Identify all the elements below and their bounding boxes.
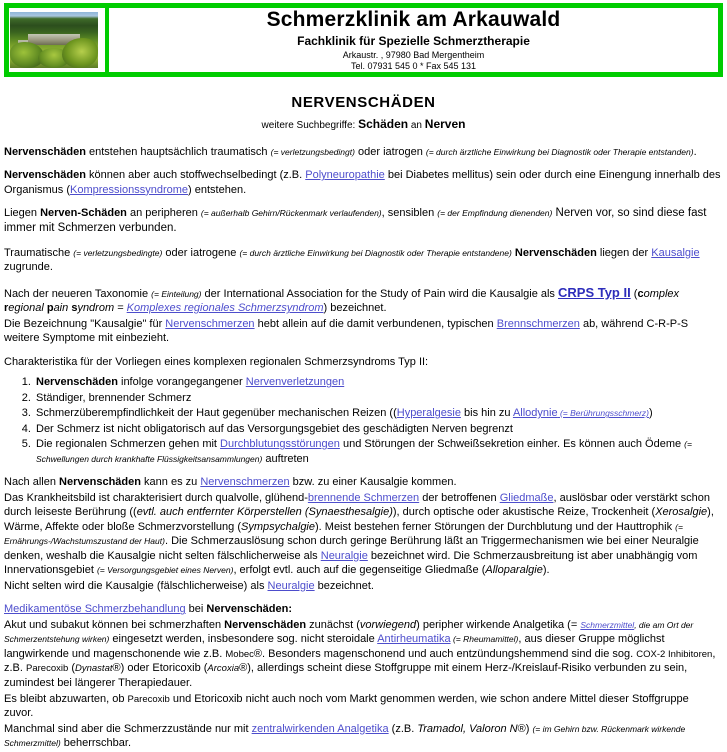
paragraph-kausalgie-misnamed bbox=[4, 579, 721, 594]
text: Nach der neueren Taxonomie bbox=[4, 287, 152, 300]
link-schmerzmittel[interactable]: Schmerzmittel bbox=[580, 619, 635, 630]
link-medikamentoese-schmerzbehandlung[interactable]: Medikamentöse Schmerzbehandlung bbox=[4, 603, 186, 616]
clinic-address: Arkaustr. , 97980 Bad Mergentheim bbox=[342, 49, 485, 60]
text: Nicht selten wird die Kausalgie (fälschlicherweise) als bbox=[4, 579, 268, 592]
paragraph-kausalgie-cause bbox=[4, 246, 721, 275]
list-item bbox=[34, 437, 721, 466]
acronym-letter-c: c bbox=[637, 287, 644, 300]
link-brennende-schmerzen[interactable]: brennende Schmerzen bbox=[307, 491, 420, 504]
link-kompressionssyndrome[interactable]: Kompressionssyndrome bbox=[70, 183, 189, 196]
text: oder iatrogene bbox=[162, 246, 240, 259]
link-nervenschmerzen[interactable]: Nervenschmerzen bbox=[200, 476, 290, 489]
text: an peripheren bbox=[126, 207, 201, 220]
term-vorwiegend: vorwiegend bbox=[359, 618, 417, 631]
subtitle-keyword-1: Schäden bbox=[358, 116, 409, 131]
gloss: (= der Empfindung dienenden) bbox=[437, 208, 553, 219]
text: und Etoricoxib nicht auch noch vom Markt genommen werden, wie schon andere Mittel dieser Stoffgruppe zuvor. bbox=[4, 692, 689, 720]
text: ) bezeichnet. bbox=[323, 302, 387, 315]
text: und Störungen der Schweißsekretion einher. Es können auch Ödeme bbox=[339, 438, 685, 451]
text: oder iatrogen bbox=[354, 145, 426, 158]
text: ), durch optische oder akustische Reize, Trockenheit ( bbox=[392, 506, 656, 519]
text: Der Schmerz ist nicht obligatorisch auf das Versorgungsgebiet des geschädigten Nerven begrenzt bbox=[36, 422, 513, 435]
term-nervenschaeden: Nervenschäden bbox=[36, 376, 118, 389]
text: ). bbox=[542, 564, 550, 577]
article-body bbox=[0, 145, 727, 751]
text: der betroffenen bbox=[419, 491, 500, 504]
text: infolge vorangegangener bbox=[117, 376, 246, 389]
list-item bbox=[34, 391, 721, 406]
term-nervenschaeden: Nervenschäden bbox=[4, 145, 86, 158]
gloss: (= durch ärztliche Einwirkung bei Diagnostik oder Therapie entstanden) bbox=[425, 146, 694, 157]
header-text-cell bbox=[107, 6, 720, 74]
text: egional bbox=[8, 302, 47, 315]
text: ( bbox=[630, 287, 638, 300]
paragraph-market-withdrawal bbox=[4, 692, 721, 721]
link-durchblutungsstoerungen[interactable]: Durchblutungsstörungen bbox=[220, 438, 340, 451]
text: ) bbox=[649, 407, 653, 420]
text: Das Krankheitsbild ist charakterisiert durch qualvolle, glühend- bbox=[4, 491, 308, 504]
text: zugrunde. bbox=[4, 261, 53, 274]
term-xerosalgie: Xerosalgie bbox=[655, 506, 708, 519]
gloss: , die am Ort der Schmerzentstehung wirken) bbox=[4, 619, 694, 645]
gloss: (= Versorgungsgebiet eines Nerven) bbox=[96, 565, 234, 576]
text: , erfolgt evtl. auch auf die gegenseitige Gliedmaße ( bbox=[233, 564, 486, 577]
text: bis hin zu bbox=[460, 407, 513, 420]
text: Traumatische bbox=[4, 246, 74, 259]
header-photo-cell bbox=[7, 6, 107, 74]
paragraph-after-all-nerve-damage bbox=[4, 475, 721, 490]
text: ) entstehen. bbox=[188, 183, 247, 196]
drug-class-cox2: COX-2 Inhibitoren bbox=[636, 648, 713, 660]
page-title: NERVENSCHÄDEN bbox=[291, 94, 436, 112]
text: ain bbox=[53, 302, 72, 315]
drug-tramadol-valoron: Tramadol, Valoron N bbox=[417, 722, 518, 735]
charakteristika-intro: Charakteristika für der Vorliegen eines komplexen regionalen Schmerzsyndroms Typ II: bbox=[4, 355, 429, 368]
clinic-subtitle: Fachklinik für Spezielle Schmerztherapie bbox=[297, 34, 530, 49]
text: ®) bbox=[517, 722, 533, 735]
text: ). Meist bestehen ferner Störungen der Durchblutung und der Hauttrophik bbox=[315, 520, 676, 533]
paragraph-analgesics bbox=[4, 618, 721, 691]
link-allodynie[interactable]: Allodynie bbox=[512, 407, 558, 420]
text: zunächst ( bbox=[306, 618, 360, 631]
term-sympsychalgie: Sympsychalgie bbox=[241, 520, 315, 533]
link-polyneuropathie[interactable]: Polyneuropathie bbox=[305, 169, 385, 182]
text: Nach allen bbox=[4, 476, 60, 489]
text: Die Bezeichnung "Kausalgie" für bbox=[4, 317, 166, 330]
gloss: (= Rheumamittel) bbox=[450, 634, 519, 645]
term-alloparalgie: Alloparalgie bbox=[485, 564, 543, 577]
gloss: (= Ernährungs-/Wachstumszustand der Haut) bbox=[4, 521, 683, 547]
text: Nerven vor, so sind diese fast immer mit Schmerzen verbunden. bbox=[4, 207, 707, 235]
text: ab, während C-R-P-S weitere Symptome mit einbezieht. bbox=[4, 317, 689, 345]
page-subtitle bbox=[0, 117, 727, 133]
text: Ständiger, brennender Schmerz bbox=[36, 391, 192, 404]
text: eingesetzt werden, insbesondere sog. nicht steroidale bbox=[109, 633, 378, 646]
paragraph-medication-heading bbox=[4, 602, 721, 617]
text: Manchmal sind aber die Schmerzzustände nur mit bbox=[4, 722, 252, 735]
link-hyperalgesie[interactable]: Hyperalgesie bbox=[396, 407, 461, 420]
link-zentralwirkende-analgetika[interactable]: zentralwirkenden Analgetika bbox=[251, 722, 389, 735]
paragraph-peripheral-nerves bbox=[4, 206, 721, 236]
term-nervenschaeden: Nervenschäden bbox=[4, 169, 86, 182]
text: , auslösbar oder verstärkt schon durch leiseste Berührung (( bbox=[4, 491, 711, 519]
paragraph-kausalgie-definition bbox=[4, 317, 721, 346]
link-nervenschmerzen[interactable]: Nervenschmerzen bbox=[165, 317, 255, 330]
drug-parecoxib: Parecoxib bbox=[127, 693, 170, 705]
paragraph-central-analgesics bbox=[4, 722, 721, 751]
link-kausalgie[interactable]: Kausalgie bbox=[651, 246, 700, 259]
text: kann es zu bbox=[140, 476, 201, 489]
paragraph-metabolic-compression bbox=[4, 168, 721, 197]
term-nervenschaeden: Nervenschäden bbox=[59, 476, 141, 489]
text: bezeichnet. bbox=[314, 579, 374, 592]
text: (z.B. bbox=[388, 722, 418, 735]
gloss: (= durch ärztliche Einwirkung bei Diagnostik oder Therapie entstandene) bbox=[239, 247, 512, 258]
gloss: (= verletzungsbedingte) bbox=[73, 247, 163, 258]
term-nerven-schaeden: Nerven-Schäden bbox=[40, 207, 127, 220]
text: können aber auch stoffwechselbedingt (z.B. bbox=[85, 169, 306, 182]
text: Die regionalen Schmerzen gehen mit bbox=[36, 438, 221, 451]
charakteristika-list bbox=[4, 375, 721, 466]
link-neuralgie[interactable]: Neuralgie bbox=[267, 579, 315, 592]
link-nervenverletzungen[interactable]: Nervenverletzungen bbox=[245, 376, 345, 389]
text: liegen der bbox=[596, 246, 652, 259]
acronym-letter-s: s bbox=[71, 302, 78, 315]
link-komplexes-regionales-schmerzsyndrom[interactable]: Komplexes regionales Schmerzsyndrom bbox=[126, 302, 324, 315]
text: : bbox=[288, 603, 293, 616]
text: hebt allein auf die damit verbundenen, typischen bbox=[254, 317, 497, 330]
link-crps-typ-2[interactable]: CRPS Typ II bbox=[558, 284, 631, 300]
term-synaesthesalgie: evtl. auch entfernter Körperstellen (Synaesthesalgie) bbox=[136, 506, 393, 519]
text: bzw. zu einer Kausalgie kommen. bbox=[289, 476, 457, 489]
page-container bbox=[0, 3, 727, 751]
term-nervenschaeden: Nervenschäden bbox=[224, 618, 307, 631]
text: Es bleibt abzuwarten, ob bbox=[4, 692, 128, 705]
link-neuralgie[interactable]: Neuralgie bbox=[320, 549, 368, 562]
drug-dynastat: Dynastat bbox=[75, 663, 113, 675]
text: , aus dieser Gruppe möglichst langwirkende und magenschonende wie z.B. bbox=[4, 633, 665, 660]
text: ), Wärme, Affekte oder bloße Schmerzvorstellung ( bbox=[4, 506, 714, 533]
drug-arcoxia: Arcoxia bbox=[207, 663, 240, 675]
clinic-telephone: Tel. 07931 545 0 * Fax 545 131 bbox=[350, 60, 477, 71]
text: ) peripher wirkende Analgetika (= bbox=[416, 618, 581, 631]
subtitle-prefix: weitere Suchbegriffe: bbox=[261, 119, 356, 131]
text: bei bbox=[185, 603, 207, 616]
text: . Die Schmerzauslösung schon durch geringe Berührung läßt an Triggermechanismen wie bei einer Neuralgie denken, weshalb die Kausalgie nicht selten fälschlicherweise als bbox=[4, 535, 699, 562]
text: , z.B. bbox=[4, 647, 716, 675]
link-antirheumatika[interactable]: Antirheumatika bbox=[377, 633, 451, 646]
term-nervenschaeden: Nervenschäden bbox=[514, 246, 597, 259]
link-beruehrungsschmerz[interactable]: (= Berührungsschmerz) bbox=[557, 408, 649, 419]
text: ®), allerdings scheint diese Stoffgruppe mit einem Herz-/Kreislauf-Risiko verbunden zu sein, zumindest bei längerer Therapiedauer. bbox=[4, 662, 688, 689]
site-header bbox=[4, 3, 723, 77]
text: bei Diabetes mellitus) sein oder durch eine Einengung innerhalb des Organismus ( bbox=[4, 169, 721, 196]
list-item bbox=[34, 406, 721, 421]
gloss: (= außerhalb Gehirn/Rückenmark verlaufenden) bbox=[200, 208, 382, 219]
text: entstehen hauptsächlich traumatisch bbox=[85, 145, 271, 158]
gloss: (= Schwellungen durch krankhafte Flüssigkeitsansammlungen) bbox=[36, 439, 692, 464]
paragraph-clinical-picture bbox=[4, 491, 721, 578]
link-gliedmasse[interactable]: Gliedmaße bbox=[499, 491, 554, 504]
gloss: (= Einteilung) bbox=[151, 288, 202, 299]
gloss: (= im Gehirn bzw. Rückenmark wirkende Schmerzmittel) bbox=[4, 723, 686, 749]
list-item bbox=[34, 422, 721, 437]
text: beherrschbar. bbox=[60, 737, 132, 750]
text: der International Association for the Study of Pain wird die Kausalgie als bbox=[201, 287, 558, 300]
acronym-letter-p: p bbox=[46, 302, 54, 315]
text: bezeichnet wird. Die Schmerzausbreitung ist aber unabhängig vom Innervationsgebiet bbox=[4, 549, 698, 577]
paragraph-traumatic-iatrogenic bbox=[4, 145, 721, 160]
text: , sensiblen bbox=[381, 207, 438, 220]
text: omplex bbox=[643, 287, 680, 300]
acronym-letter-r: r bbox=[4, 302, 9, 315]
subtitle-keyword-2: Nerven bbox=[424, 116, 466, 131]
text: auftreten bbox=[262, 452, 309, 465]
list-item bbox=[34, 375, 721, 390]
text: Akut und subakut können bei schmerzhaften bbox=[4, 618, 225, 631]
drug-parecoxib: Parecoxib bbox=[26, 663, 69, 675]
text: yndrom = bbox=[77, 302, 127, 315]
gloss: (= verletzungsbedingt) bbox=[270, 146, 355, 157]
clinic-name: Schmerzklinik am Arkauwald bbox=[266, 8, 561, 31]
text: ®. Besonders magenschonend und auch entzündungshemmend sind die sog. bbox=[253, 647, 637, 660]
term-nervenschaeden: Nervenschäden bbox=[206, 603, 289, 616]
link-brennschmerzen[interactable]: Brennschmerzen bbox=[496, 317, 580, 330]
subtitle-middle: an bbox=[410, 119, 422, 131]
paragraph-crps-taxonomy bbox=[4, 284, 721, 316]
drug-mobec: Mobec bbox=[225, 648, 254, 660]
clinic-building-photo bbox=[10, 12, 98, 68]
text: Schmerzüberempfindlichkeit der Haut gegenüber mechanischen Reizen (( bbox=[36, 407, 397, 420]
text: Liegen bbox=[4, 207, 41, 220]
text: ( bbox=[68, 662, 75, 675]
text: ®) oder Etoricoxib ( bbox=[112, 662, 208, 675]
text: . bbox=[693, 145, 697, 158]
